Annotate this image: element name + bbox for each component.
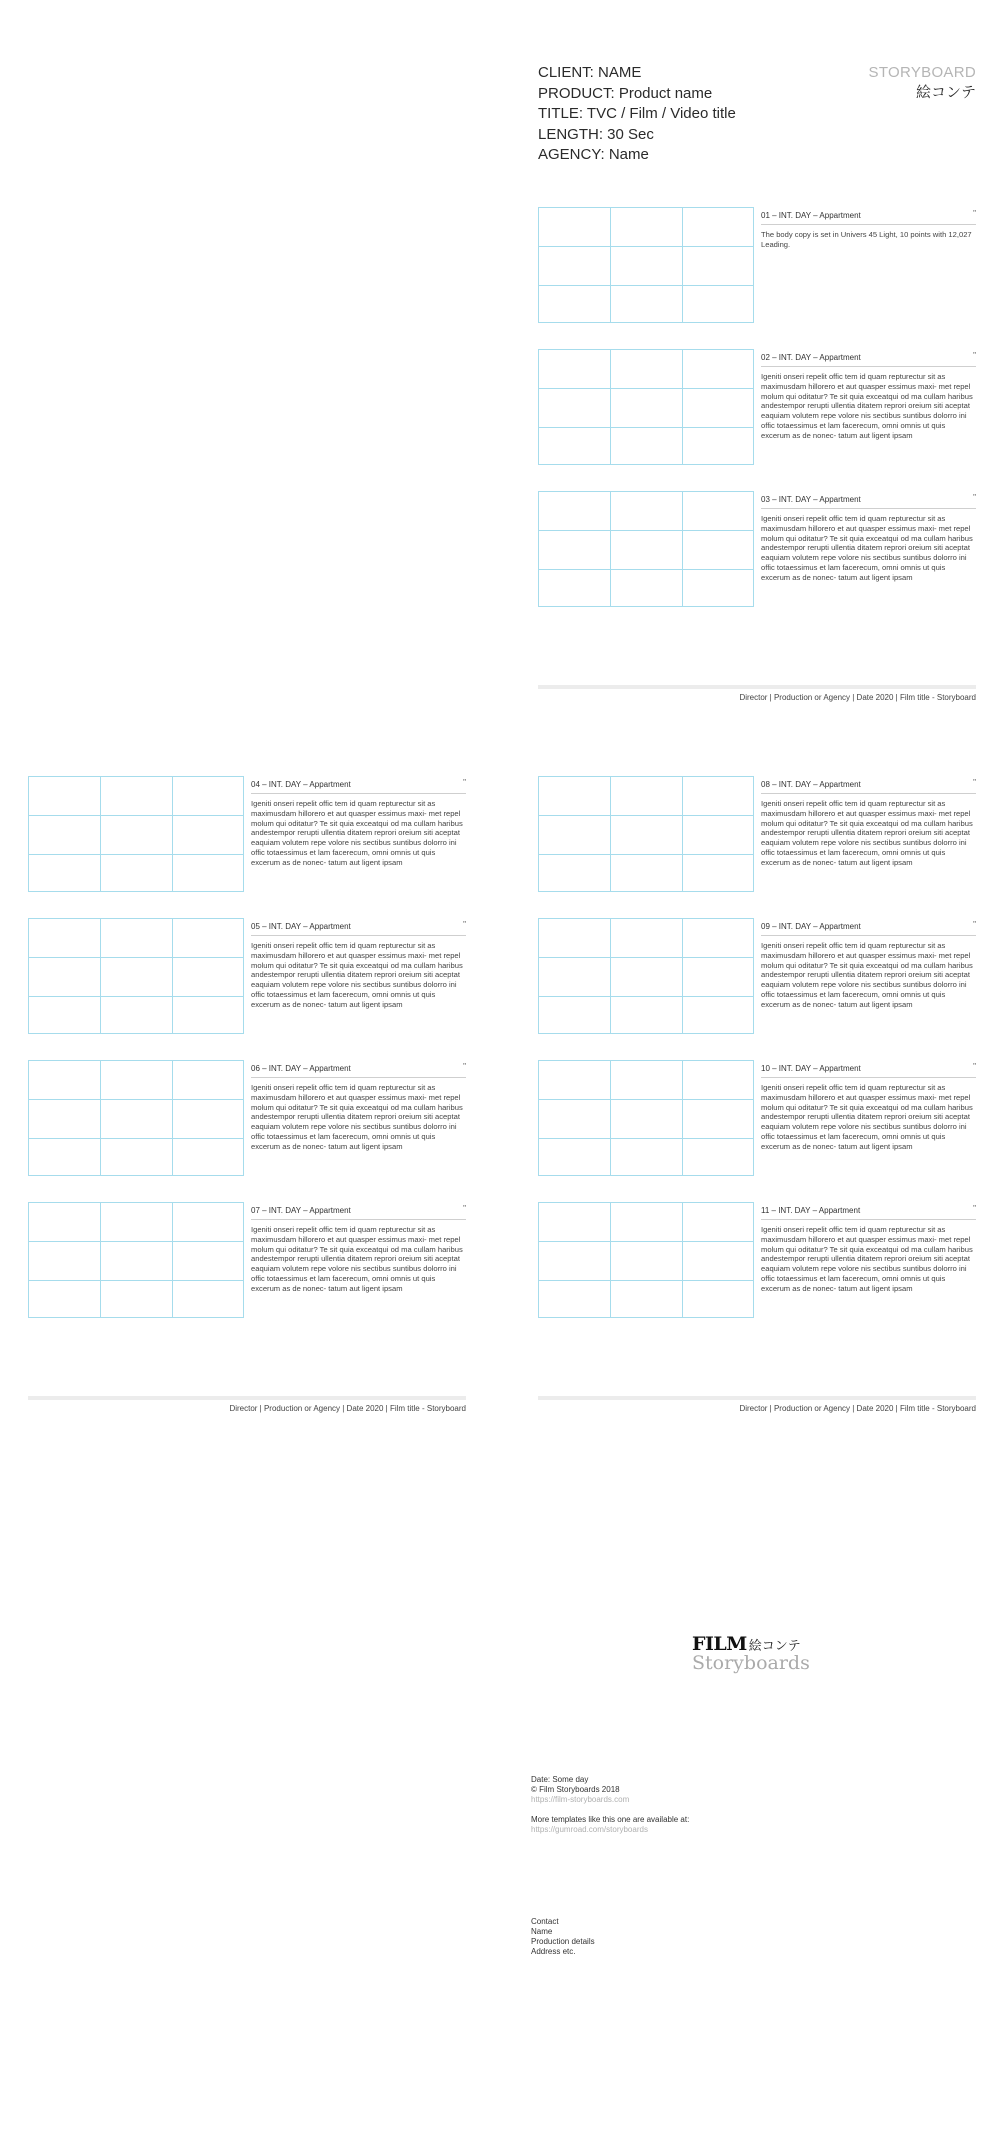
agency-line: AGENCY: Name — [538, 146, 649, 163]
timing-mark: " — [973, 920, 976, 929]
timing-mark: " — [973, 351, 976, 360]
page-footer-2 — [28, 1396, 466, 1413]
frame-09[interactable] — [538, 918, 754, 1034]
scene-description: Igeniti onseri repelit offic tem id quam repturectur sit as maximusdam hillorero et aut quasper essimus maxi- met repel molum qui oditatur? Te sit quia exceatqui od ma cullam haribus andestempor rerupti ullentia ditatem reprori oreium siti aceptat eaquiam volutem repe volore nis sectibus suntibus dolorro ini offic totaessimus et lam facerecum, omni omnis ut quis excerum as de nonec- tatum aut ligent ipsam — [761, 514, 973, 582]
scene-09 — [761, 922, 976, 1010]
panel-11 — [538, 1202, 978, 1320]
panel-10 — [538, 1060, 978, 1178]
panel-06 — [28, 1060, 468, 1178]
timing-mark: " — [463, 778, 466, 787]
panel-05 — [28, 918, 468, 1036]
scene-description: Igeniti onseri repelit offic tem id quam repturectur sit as maximusdam hillorero et aut quasper essimus maxi- met repel molum qui oditatur? Te sit quia exceatqui od ma cullam haribus andestempor rerupti ullentia ditatem reprori oreium siti aceptat eaquiam volutem repe volore nis sectibus suntibus dolorro ini offic totaessimus et lam facerecum, omni omnis ut quis excerum as de nonec- tatum aut ligent ipsam — [251, 1083, 463, 1151]
scene-description: Igeniti onseri repelit offic tem id quam repturectur sit as maximusdam hillorero et aut quasper essimus maxi- met repel molum qui oditatur? Te sit quia exceatqui od ma cullam haribus andestempor rerupti ullentia ditatem reprori oreium siti aceptat eaquiam volutem repe volore nis sectibus suntibus dolorro ini offic totaessimus et lam facerecum, omni omnis ut quis excerum as de nonec- tatum aut ligent ipsam — [761, 372, 973, 440]
scene-description: Igeniti onseri repelit offic tem id quam repturectur sit as maximusdam hillorero et aut quasper essimus maxi- met repel molum qui oditatur? Te sit quia exceatqui od ma cullam haribus andestempor rerupti ullentia ditatem reprori oreium siti aceptat eaquiam volutem repe volore nis sectibus suntibus dolorro ini offic totaessimus et lam facerecum, omni omnis ut quis excerum as de nonec- tatum aut ligent ipsam — [251, 941, 463, 1009]
panel-04 — [28, 776, 468, 894]
frame-01[interactable] — [538, 207, 754, 323]
timing-mark: " — [463, 1062, 466, 1071]
scene-heading: 09 – INT. DAY – Appartment " — [761, 922, 976, 936]
scene-11 — [761, 1206, 976, 1294]
frame-08[interactable] — [538, 776, 754, 892]
scene-10 — [761, 1064, 976, 1152]
contact-production: Production details — [531, 1937, 595, 1946]
logo-jp: 絵コンテ — [748, 1638, 801, 1653]
scene-01 — [761, 211, 976, 250]
page-footer-1 — [538, 685, 976, 702]
timing-mark: " — [973, 493, 976, 502]
contact-address: Address etc. — [531, 1947, 576, 1956]
logo-storyboards: Storyboards — [692, 1652, 810, 1674]
contact-label: Contact — [531, 1917, 559, 1926]
footer-text: Director | Production or Agency | Date 2020 | Film title - Storyboard — [739, 693, 976, 702]
panel-03 — [538, 491, 978, 609]
logo-film: FILM — [692, 1633, 747, 1655]
footer-rule — [538, 685, 976, 689]
scene-description: Igeniti onseri repelit offic tem id quam repturectur sit as maximusdam hillorero et aut quasper essimus maxi- met repel molum qui oditatur? Te sit quia exceatqui od ma cullam haribus andestempor rerupti ullentia ditatem reprori oreium siti aceptat eaquiam volutem repe volore nis sectibus suntibus dolorro ini offic totaessimus et lam facerecum, omni omnis ut quis excerum as de nonec- tatum aut ligent ipsam — [761, 1225, 973, 1293]
date-text: Date: Some day — [531, 1775, 589, 1784]
timing-mark: " — [973, 209, 976, 218]
scene-05 — [251, 922, 466, 1010]
copyright-text: © Film Storyboards 2018 — [531, 1785, 620, 1794]
scene-description: Igeniti onseri repelit offic tem id quam repturectur sit as maximusdam hillorero et aut quasper essimus maxi- met repel molum qui oditatur? Te sit quia exceatqui od ma cullam haribus andestempor rerupti ullentia ditatem reprori oreium siti aceptat eaquiam volutem repe volore nis sectibus suntibus dolorro ini offic totaessimus et lam facerecum, omni omnis ut quis excerum as de nonec- tatum aut ligent ipsam — [251, 799, 463, 867]
scene-description: Igeniti onseri repelit offic tem id quam repturectur sit as maximusdam hillorero et aut quasper essimus maxi- met repel molum qui oditatur? Te sit quia exceatqui od ma cullam haribus andestempor rerupti ullentia ditatem reprori oreium siti aceptat eaquiam volutem repe volore nis sectibus suntibus dolorro ini offic totaessimus et lam facerecum, omni omnis ut quis excerum as de nonec- tatum aut ligent ipsam — [761, 1083, 973, 1151]
scene-04 — [251, 780, 466, 868]
timing-mark: " — [463, 920, 466, 929]
website-link[interactable]: https://film-storyboards.com — [531, 1795, 630, 1804]
timing-mark: " — [973, 1204, 976, 1213]
panel-07 — [28, 1202, 468, 1320]
film-storyboards-logo — [692, 1633, 810, 1673]
panel-02 — [538, 349, 978, 467]
scene-06 — [251, 1064, 466, 1152]
storyboard-brand — [869, 63, 976, 103]
storyboard-jp-label: 絵コンテ — [915, 84, 976, 101]
length-line: LENGTH: 30 Sec — [538, 125, 654, 143]
scene-heading: 07 – INT. DAY – Appartment " — [251, 1206, 466, 1220]
scene-08 — [761, 780, 976, 868]
scene-heading: 08 – INT. DAY – Appartment " — [761, 780, 976, 794]
project-info — [538, 63, 736, 166]
footer-rule — [538, 1396, 976, 1400]
product-line: PRODUCT: Product name — [538, 84, 713, 102]
storyboard-label: STORYBOARD — [868, 64, 976, 81]
contact-block — [531, 1917, 595, 1957]
credits-block — [531, 1775, 689, 1835]
scene-heading: 10 – INT. DAY – Appartment " — [761, 1064, 976, 1078]
scene-heading: 11 – INT. DAY – Appartment " — [761, 1206, 976, 1220]
footer-text: Director | Production or Agency | Date 2020 | Film title - Storyboard — [739, 1404, 976, 1413]
scene-description: Igeniti onseri repelit offic tem id quam repturectur sit as maximusdam hillorero et aut quasper essimus maxi- met repel molum qui oditatur? Te sit quia exceatqui od ma cullam haribus andestempor rerupti ullentia ditatem reprori oreium siti aceptat eaquiam volutem repe volore nis sectibus suntibus dolorro ini offic totaessimus et lam facerecum, omni omnis ut quis excerum as de nonec- tatum aut ligent ipsam — [761, 941, 973, 1009]
frame-11[interactable] — [538, 1202, 754, 1318]
timing-mark: " — [463, 1204, 466, 1213]
footer-text: Director | Production or Agency | Date 2020 | Film title - Storyboard — [229, 1404, 466, 1413]
footer-rule — [28, 1396, 466, 1400]
contact-name: Name — [531, 1927, 553, 1936]
scene-heading: 03 – INT. DAY – Appartment " — [761, 495, 976, 509]
scene-02 — [761, 353, 976, 441]
page-footer-3 — [538, 1396, 976, 1413]
scene-07 — [251, 1206, 466, 1294]
timing-mark: " — [973, 1062, 976, 1071]
scene-description: Igeniti onseri repelit offic tem id quam repturectur sit as maximusdam hillorero et aut quasper essimus maxi- met repel molum qui oditatur? Te sit quia exceatqui od ma cullam haribus andestempor rerupti ullentia ditatem reprori oreium siti aceptat eaquiam volutem repe volore nis sectibus suntibus dolorro ini offic totaessimus et lam facerecum, omni omnis ut quis excerum as de nonec- tatum aut ligent ipsam — [761, 799, 973, 867]
scene-description: Igeniti onseri repelit offic tem id quam repturectur sit as maximusdam hillorero et aut quasper essimus maxi- met repel molum qui oditatur? Te sit quia exceatqui od ma cullam haribus andestempor rerupti ullentia ditatem reprori oreium siti aceptat eaquiam volutem repe volore nis sectibus suntibus dolorro ini offic totaessimus et lam facerecum, omni omnis ut quis excerum as de nonec- tatum aut ligent ipsam — [251, 1225, 463, 1293]
timing-mark: " — [973, 778, 976, 787]
scene-heading: 02 – INT. DAY – Appartment " — [761, 353, 976, 367]
frame-06[interactable] — [28, 1060, 244, 1176]
frame-03[interactable] — [538, 491, 754, 607]
client-line: CLIENT: NAME — [538, 64, 642, 81]
gumroad-link[interactable]: https://gumroad.com/storyboards — [531, 1825, 648, 1834]
panel-01 — [538, 207, 978, 325]
scene-heading: 06 – INT. DAY – Appartment " — [251, 1064, 466, 1078]
scene-description: The body copy is set in Univers 45 Light, 10 points with 12,027 Leading. — [761, 230, 972, 249]
frame-02[interactable] — [538, 349, 754, 465]
scene-03 — [761, 495, 976, 583]
scene-heading: 01 – INT. DAY – Appartment " — [761, 211, 976, 225]
frame-07[interactable] — [28, 1202, 244, 1318]
frame-05[interactable] — [28, 918, 244, 1034]
panel-08 — [538, 776, 978, 894]
scene-heading: 04 – INT. DAY – Appartment " — [251, 780, 466, 794]
frame-04[interactable] — [28, 776, 244, 892]
frame-10[interactable] — [538, 1060, 754, 1176]
panel-09 — [538, 918, 978, 1036]
more-templates-text: More templates like this one are available at: — [531, 1815, 690, 1824]
scene-heading: 05 – INT. DAY – Appartment " — [251, 922, 466, 936]
title-line: TITLE: TVC / Film / Video title — [538, 105, 736, 122]
